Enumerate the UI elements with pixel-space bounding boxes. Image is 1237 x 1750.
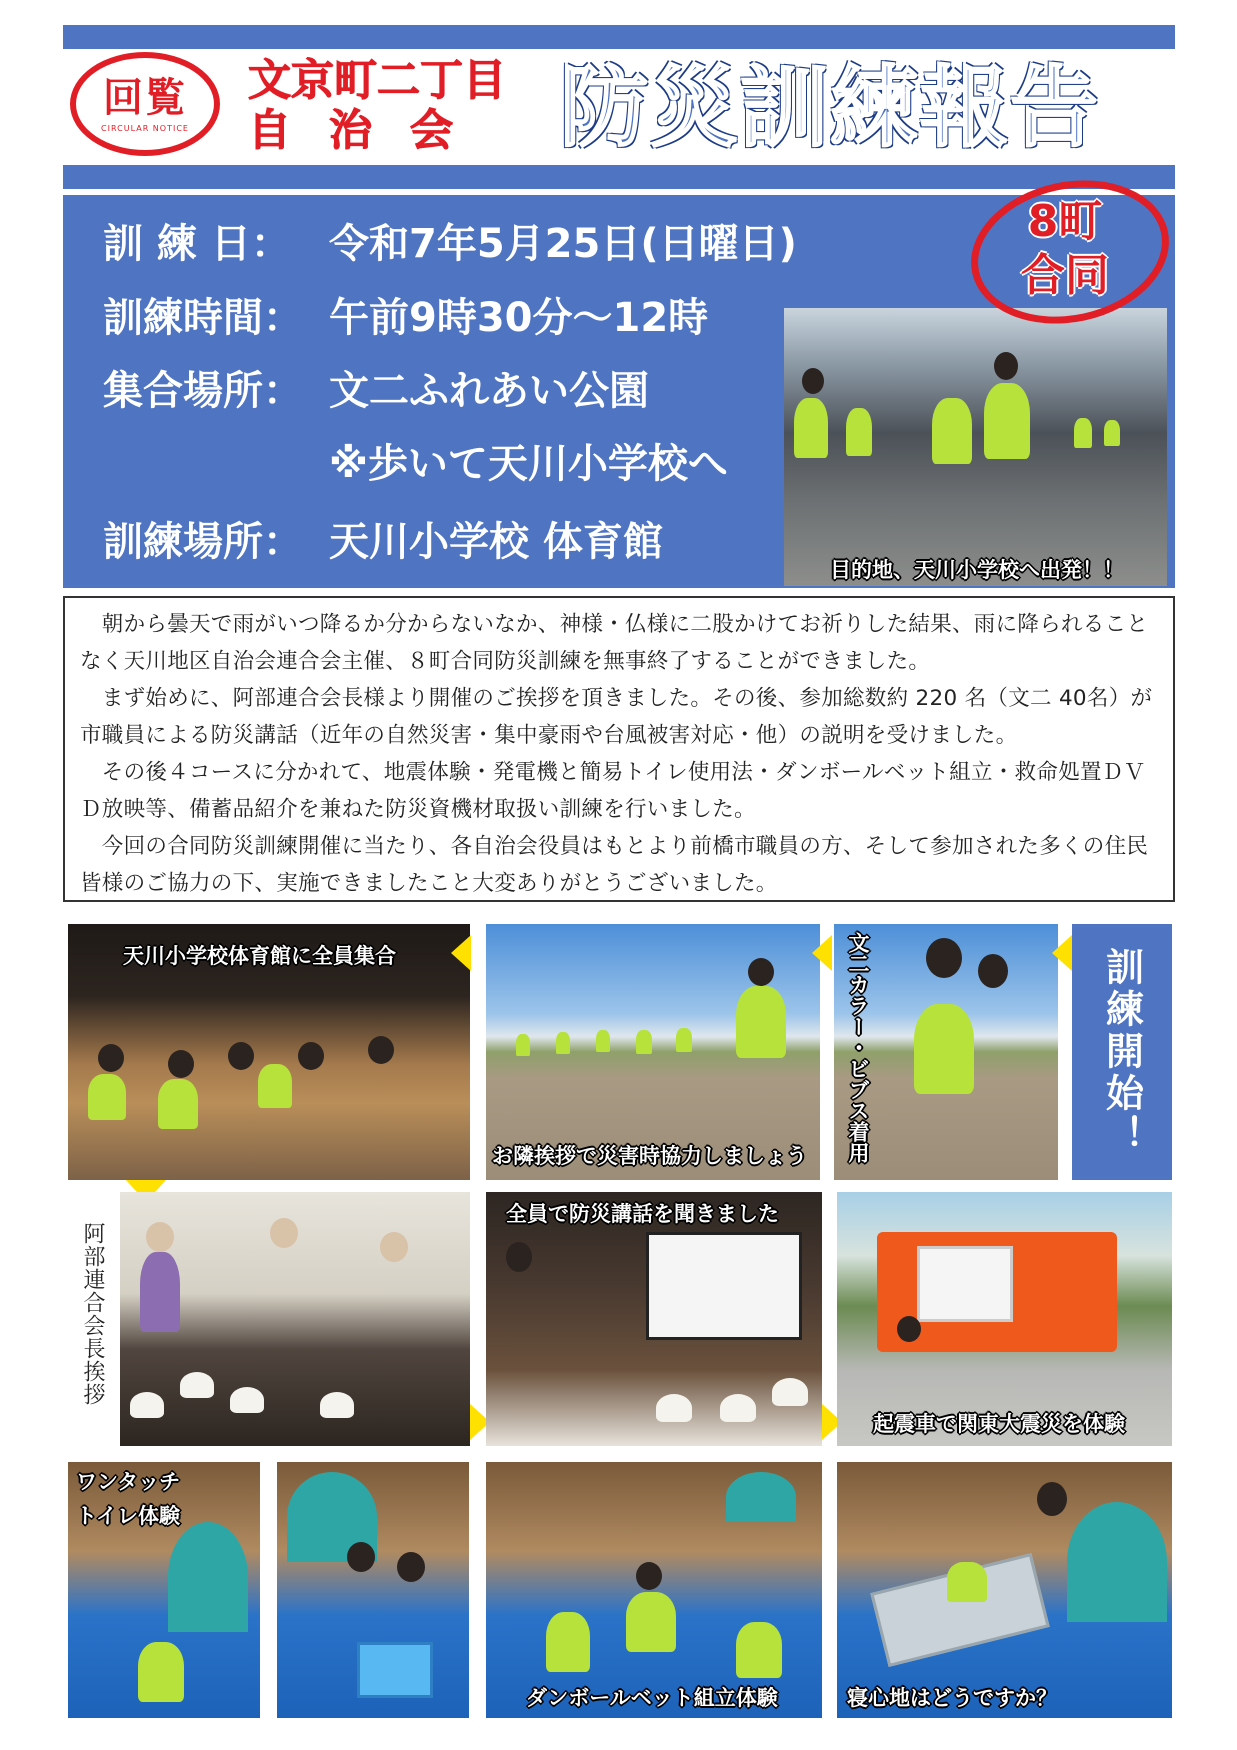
organization-name [248,56,530,160]
chair-speech-caption: 阿部連合会長挨拶 [80,1222,105,1406]
report-paragraph-1: 朝から曇天で雨がいつ降るか分からないなか、神様・仏様に二股かけてお祈りした結果、雨に降られることなく天川地区自治会連合会主催、８町合同防災訓練を無事終了することができました。 [80,612,1149,674]
photo-toilet [68,1462,260,1718]
photo-toilet-assembly [277,1462,469,1718]
info-label: 訓練時間： [103,295,303,341]
photo-sleep-comfort [837,1462,1172,1718]
info-label: 集合場所： [103,368,303,414]
toilet-caption-line-2: トイレ体験 [76,1504,180,1528]
photo-bibs [834,924,1058,1180]
quake-truck-caption: 起震車で関東大震災を体験 [873,1412,1125,1436]
org-line-1: 文京町二丁目 [248,56,506,106]
toilet-caption-line-1: ワンタッチ [76,1470,181,1494]
arrow-left-icon [451,935,471,971]
header-top-bar [63,25,1175,49]
greeting-caption: お隣挨拶で災害時協力しましょう [492,1144,807,1168]
photo-greeting [486,924,820,1180]
departure-photo [784,308,1167,586]
report-paragraph-3: その後４コースに分かれて、地震体験・発電機と簡易トイレ使用法・ダンボールベット組立・救命処置ＤＶＤ放映等、備蓄品紹介を兼ねた防災資機材取扱い訓練を行いました。 [80,760,1146,822]
info-value: 午前9時30分～12時 [329,295,709,341]
info-row-walk-note [103,436,728,492]
report-paragraph-2: まず始めに、阿部連合会長様より開催のご挨拶を頂きました。その後、参加総数約 220 名（文二 40名）が市職員による防災講話（近年の自然災害・集中豪雨や台風被害対応・他）の説明を受けました。 [80,686,1153,748]
info-label: 訓 練 日： [103,221,291,267]
info-row-venue [103,514,663,570]
header-bottom-bar [63,165,1175,189]
training-start-banner [1072,924,1172,1180]
arrow-left-icon [812,935,832,971]
org-line-2: 自治会 [248,106,491,156]
sleep-comfort-caption: 寝心地はどうですか？ [847,1686,1057,1710]
cardboard-bed-caption: ダンボールベット組立体験 [526,1686,778,1710]
info-row-date [103,216,797,272]
info-row-time [103,290,708,346]
info-value: 令和7年5月25日(日曜日) [329,221,797,267]
seal-text: 回覧 [103,74,187,121]
bibs-caption: 文二カラー・ビブス着用 [846,932,870,1163]
info-value: ※歩いて天川小学校へ [329,441,728,487]
seal-subtext: CIRCULAR NOTICE [101,123,189,133]
joint-stamp [1010,195,1120,303]
training-start-text: 訓練開始！ [1099,947,1144,1157]
info-value: 文二ふれあい公園 [329,368,649,414]
joint-line-1: 8町 [1027,196,1103,247]
lecture-caption: 全員で防災講話を聞きました [506,1202,779,1226]
info-label: 訓練場所： [103,519,303,565]
page-title: 防災訓練報告 [560,56,1101,159]
gym-assembly-caption: 天川小学校体育館に全員集合 [123,944,396,968]
photo-cardboard-bed [486,1462,822,1718]
joint-line-2: 合同 [1021,250,1109,301]
info-value: 天川小学校 体育館 [329,519,663,565]
photo-quake-truck [837,1192,1172,1446]
arrow-left-icon [1052,935,1072,971]
photo-chair-speech [120,1192,470,1446]
report-paragraph-4: 今回の合同防災訓練開催に当たり、各自治会役員はもとより前橋市職員の方、そして参加された多くの住民皆様のご協力の下、実施できましたこと大変ありがとうございました。 [80,834,1149,896]
photo-lecture [486,1192,822,1446]
departure-caption: 目的地、天川小学校へ出発！！ [830,558,1124,582]
photo-gym-assembly [68,924,470,1180]
circular-seal [70,52,220,156]
info-row-meeting-place [103,363,649,419]
